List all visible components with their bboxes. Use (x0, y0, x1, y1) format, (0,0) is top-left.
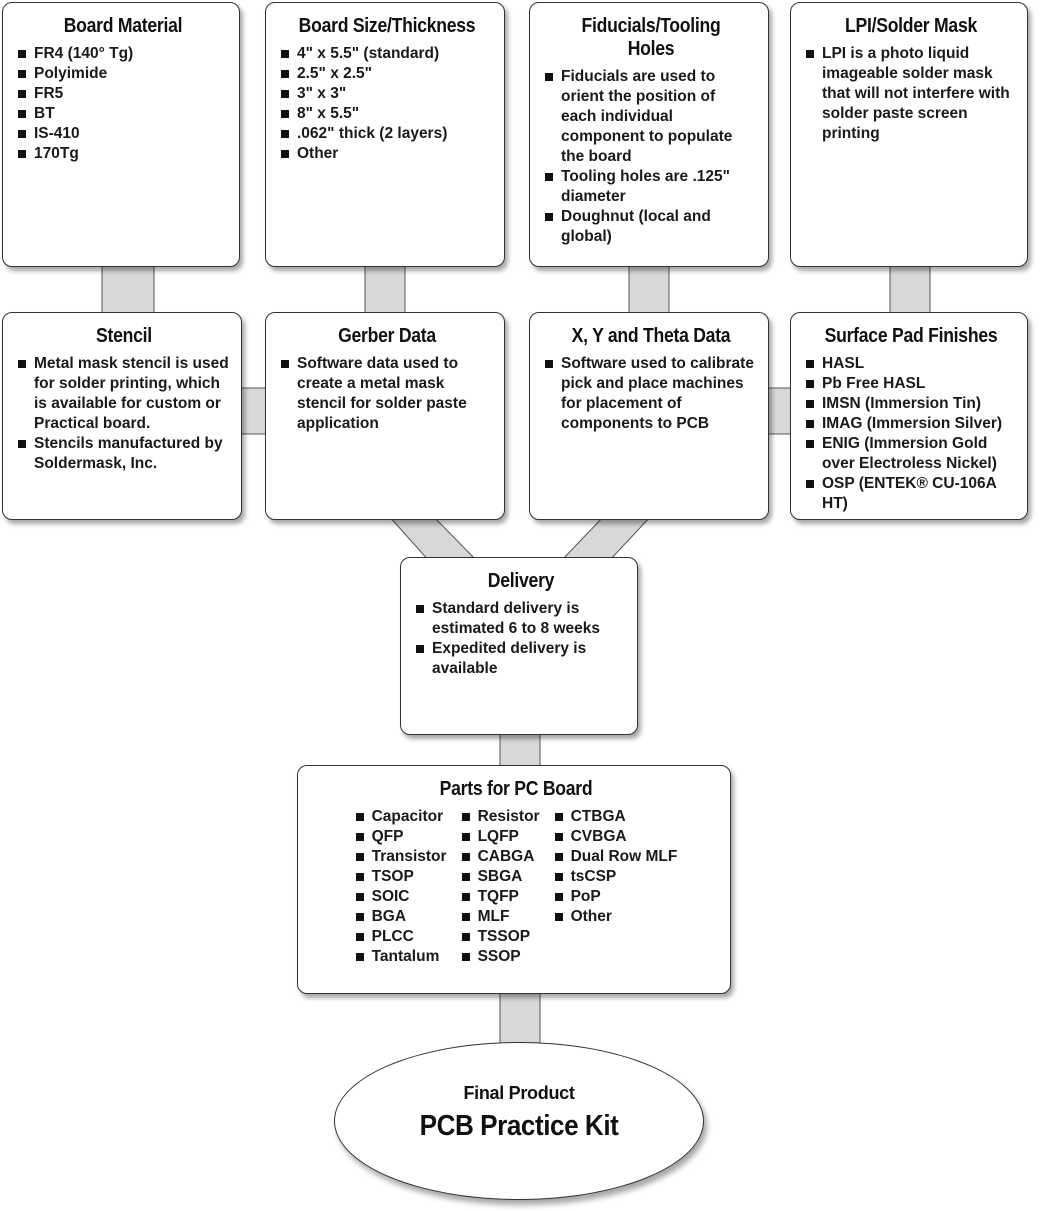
list-item: IMAG (Immersion Silver) (805, 414, 1017, 434)
list-item: Stencils manufactured by Soldermask, Inc. (17, 434, 231, 474)
connector-xy-delivery (560, 515, 652, 562)
final-product-label: Final Product (463, 1083, 575, 1103)
list-item: SSOP (461, 947, 540, 967)
list-item: QFP (355, 827, 447, 847)
list-item: Doughnut (local and global) (544, 207, 734, 247)
connector-gerber-delivery (388, 515, 478, 562)
list-item: TSOP (355, 867, 447, 887)
board-size-list (280, 44, 494, 164)
final-product-oval (334, 1042, 704, 1200)
list-item: Dual Row MLF (554, 847, 678, 867)
surface-pad-list (805, 354, 1017, 514)
parts-box (297, 765, 731, 994)
xy-theta-list (544, 354, 759, 434)
delivery-list (415, 599, 615, 679)
lpi-box (790, 2, 1028, 267)
list-item: IMSN (Immersion Tin) (805, 394, 1017, 414)
fiducials-box (529, 2, 769, 267)
final-product-title: PCB Practice Kit (419, 1110, 619, 1142)
fiducials-title: Fiducials/Tooling Holes (581, 15, 721, 60)
parts-column-3 (554, 807, 678, 967)
list-item: MLF (461, 907, 540, 927)
list-item: FR4 (140° Tg) (17, 44, 229, 64)
list-item: FR5 (17, 84, 229, 104)
board-material-title: Board Material (63, 15, 183, 37)
list-item: Pb Free HASL (805, 374, 1017, 394)
delivery-title: Delivery (487, 570, 555, 592)
gerber-list (280, 354, 480, 434)
list-item: Expedited delivery is available (415, 639, 615, 679)
connector-material-stencil (102, 262, 154, 318)
list-item: OSP (ENTEK® CU-106A HT) (805, 474, 1017, 514)
list-item: HASL (805, 354, 1017, 374)
list-item: tsCSP (554, 867, 678, 887)
list-item: CABGA (461, 847, 540, 867)
stencil-title: Stencil (96, 325, 152, 347)
gerber-box (265, 312, 505, 520)
list-item: Polyimide (17, 64, 229, 84)
list-item: Metal mask stencil is used for solder printing, which is available for custom or Practical board. (17, 354, 231, 434)
parts-column-1 (355, 807, 447, 967)
parts-columns (312, 807, 720, 967)
list-item: SBGA (461, 867, 540, 887)
list-item: 2.5" x 2.5" (280, 64, 494, 84)
connector-fiducials-xy (629, 262, 669, 318)
fiducials-list (544, 67, 734, 247)
connector-parts-final (500, 990, 540, 1046)
board-material-box (2, 2, 240, 267)
list-item: TSSOP (461, 927, 540, 947)
list-item: 8" x 5.5" (280, 104, 494, 124)
list-item: Fiducials are used to orient the position of each individual component to populate the board (544, 67, 734, 167)
lpi-title: LPI/Solder Mask (845, 15, 977, 37)
list-item: LQFP (461, 827, 540, 847)
list-item: Software used to calibrate pick and place machines for placement of components to PCB (544, 354, 759, 434)
stencil-box (2, 312, 242, 520)
delivery-box (400, 557, 638, 735)
list-item: CVBGA (554, 827, 678, 847)
connector-lpi-surface (890, 262, 930, 318)
board-material-list (17, 44, 229, 164)
list-item: PoP (554, 887, 678, 907)
list-item: Resistor (461, 807, 540, 827)
list-item: Tooling holes are .125" diameter (544, 167, 734, 207)
gerber-title: Gerber Data (338, 325, 436, 347)
list-item: ENIG (Immersion Gold over Electroless Nickel) (805, 434, 1017, 474)
list-item: BT (17, 104, 229, 124)
parts-column-2 (461, 807, 540, 967)
xy-theta-title: X, Y and Theta Data (571, 325, 731, 347)
lpi-list (805, 44, 1010, 144)
list-item: PLCC (355, 927, 447, 947)
list-item: Software data used to create a metal mask stencil for solder paste application (280, 354, 480, 434)
parts-title: Parts for PC Board (439, 778, 593, 800)
board-size-box (265, 2, 505, 267)
list-item: Capacitor (355, 807, 447, 827)
list-item: 3" x 3" (280, 84, 494, 104)
xy-theta-box (529, 312, 769, 520)
list-item: TQFP (461, 887, 540, 907)
list-item: Tantalum (355, 947, 447, 967)
list-item: Other (554, 907, 678, 927)
list-item: Standard delivery is estimated 6 to 8 weeks (415, 599, 615, 639)
list-item: 4" x 5.5" (standard) (280, 44, 494, 64)
stencil-list (17, 354, 231, 474)
board-size-title: Board Size/Thickness (298, 15, 476, 37)
list-item: LPI is a photo liquid imageable solder mask that will not interfere with solder paste screen printing (805, 44, 1010, 144)
list-item: IS-410 (17, 124, 229, 144)
surface-pad-box (790, 312, 1028, 520)
list-item: Transistor (355, 847, 447, 867)
list-item: 170Tg (17, 144, 229, 164)
surface-pad-title: Surface Pad Finishes (824, 325, 998, 347)
list-item: .062" thick (2 layers) (280, 124, 494, 144)
list-item: BGA (355, 907, 447, 927)
list-item: SOIC (355, 887, 447, 907)
list-item: CTBGA (554, 807, 678, 827)
list-item: Other (280, 144, 494, 164)
connector-size-gerber (365, 262, 405, 318)
